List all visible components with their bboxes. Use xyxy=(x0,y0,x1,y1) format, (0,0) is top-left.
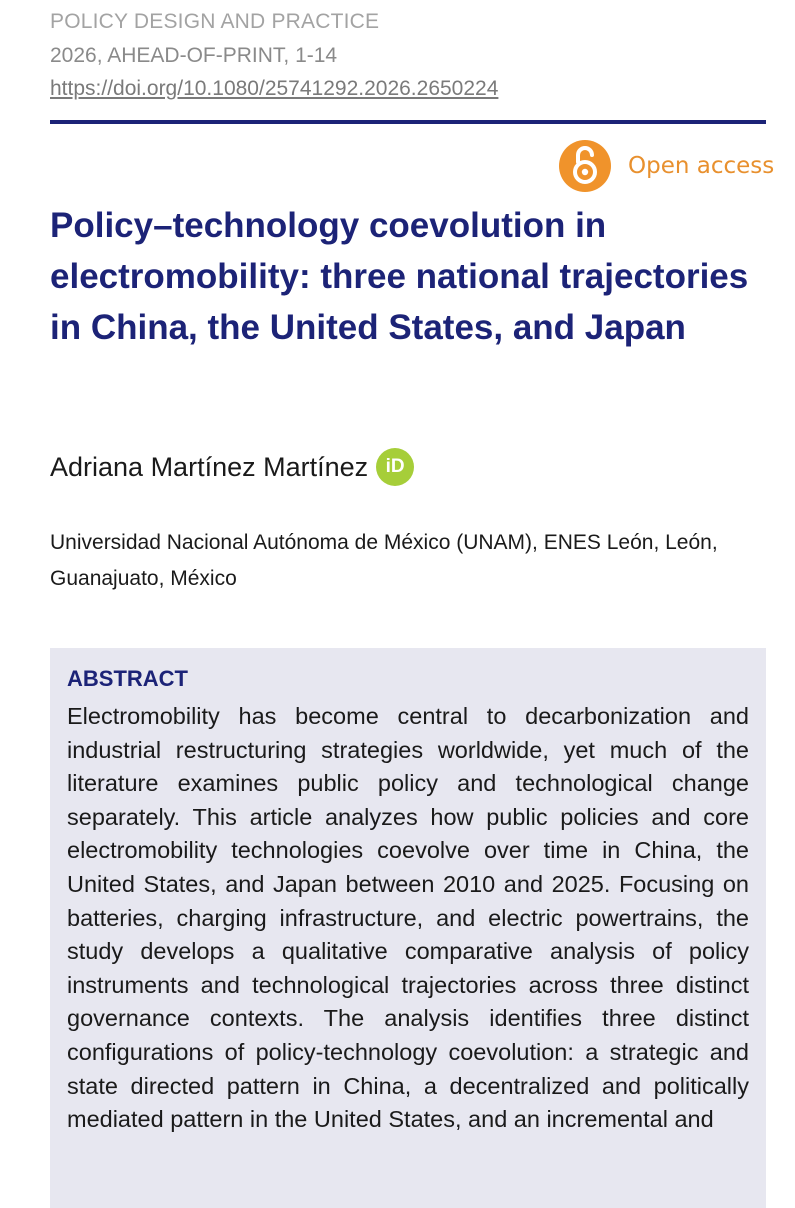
affiliation: Universidad Nacional Autónoma de México (UNAM), ENES León, León, Guanajuato, México xyxy=(50,531,718,590)
header-divider xyxy=(50,120,766,124)
abstract-box xyxy=(50,648,766,1208)
journal-name: POLICY DESIGN AND PRACTICE xyxy=(50,10,380,33)
open-access-label: Open access xyxy=(628,153,775,179)
issue-info: 2026, AHEAD-OF-PRINT, 1-14 xyxy=(50,44,338,67)
open-access-lock-icon xyxy=(559,140,611,192)
article-title: Policy–technology coevolution in electromobility: three national trajectories in China, the United States, and Japan xyxy=(50,206,749,347)
author-name[interactable]: Adriana Martínez Martínez xyxy=(50,451,369,482)
orcid-icon[interactable]: iD xyxy=(376,448,414,486)
abstract-heading: ABSTRACT xyxy=(67,666,188,691)
open-access-badge xyxy=(559,140,774,192)
doi-link[interactable]: https://doi.org/10.1080/25741292.2026.2650224 xyxy=(50,77,499,100)
author-line xyxy=(50,447,414,487)
abstract-text: Electromobility has become central to decarbonization and industrial restructuring strategies worldwide, yet much of the literature examines public policy and technological change separately. This article analyzes how public policies and core electromobility technologies coevolve over time in China, the United States, and Japan between 2010 and 2025. Focusing on batteries, charging infrastructure, and electric powertrains, the study develops a qualitative comparative analysis of policy instruments and technological trajectories across three distinct governance contexts. The analysis identifies three distinct configurations of policy-technology coevolution: a strategic and state directed pattern in China, a decentralized and politically mediated pattern in the United States, and an incremental and xyxy=(67,703,749,1133)
